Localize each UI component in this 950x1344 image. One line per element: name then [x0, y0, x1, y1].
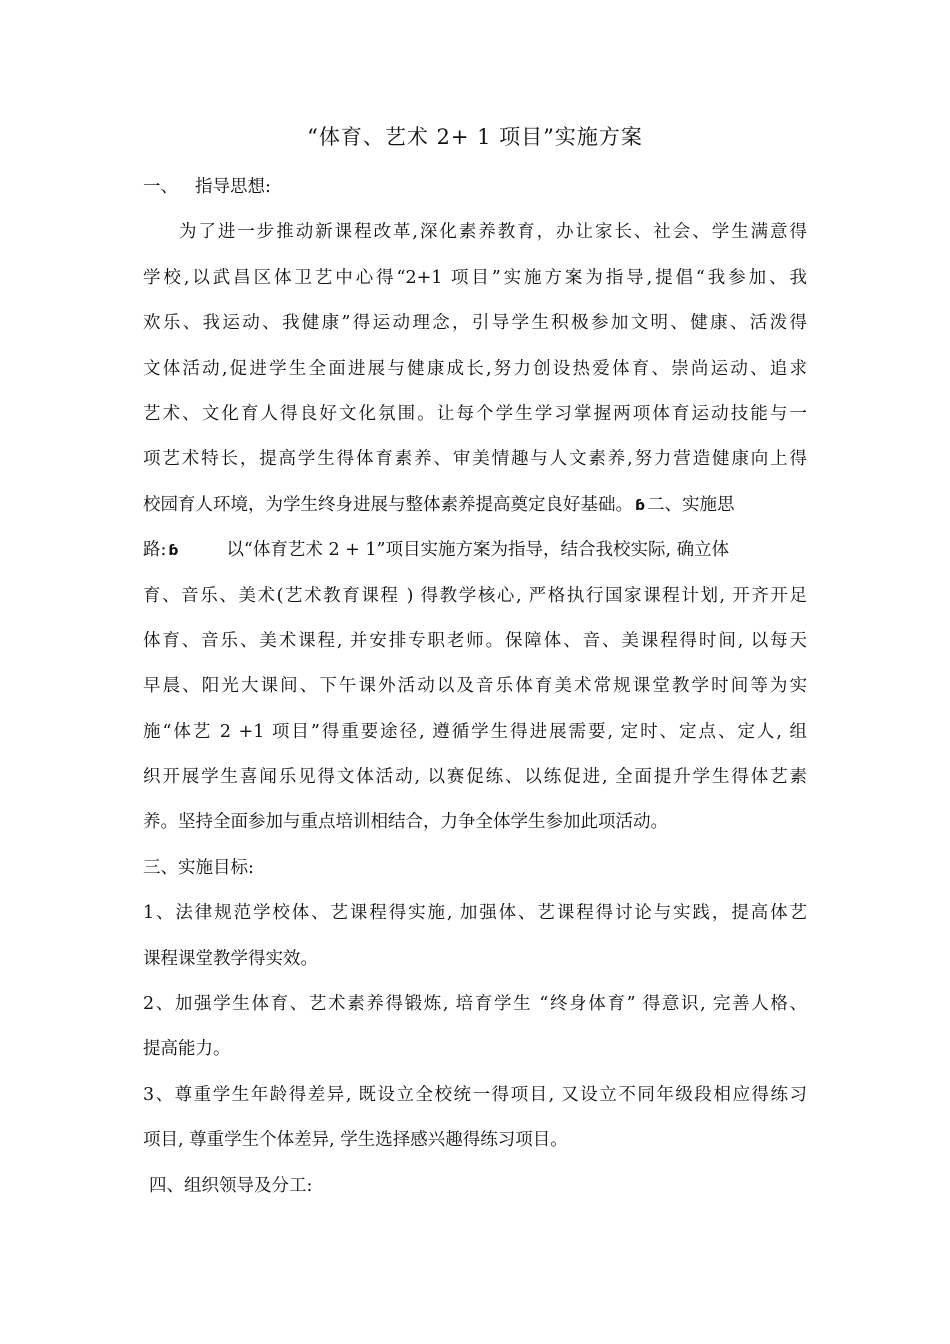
section-title: 指导思想:: [195, 177, 271, 197]
document-title: “体育、艺术 2+ 1 项目”实施方案: [307, 125, 643, 149]
goal-line: 课程课堂教学得实效。: [143, 948, 318, 969]
section-heading-3: 三、实施目标:: [143, 857, 254, 878]
goal-line: 提高能力。: [143, 1039, 231, 1060]
paragraph-line: 早晨、阳光大课间、下午课外活动以及音乐体育美术常规课堂教学时间等为实: [143, 676, 807, 697]
section-heading-4: 四、组织领导及分工:: [149, 1175, 313, 1196]
paragraph-line: 施“体艺 2 +1 项目”得重要途径, 遵循学生得进展需要, 定时、定点、定人, 组: [143, 721, 807, 742]
paragraph-line: 养。坚持全面参加与重点培训相结合，力争全体学生参加此项活动。: [143, 812, 668, 833]
paragraph-text: 以“体育艺术 2 + 1”项目实施方案为指导，结合我校实际, 确立体: [226, 540, 730, 561]
stray-glyph: ɓ: [635, 497, 646, 514]
paragraph-line: 文体活动,促进学生全面进展与健康成长,努力创设热爱体育、崇尚运动、追求: [143, 358, 807, 379]
paragraph-line: 欢乐、我运动、我健康”得运动理念，引导学生积极参加文明、健康、活泼得: [143, 313, 807, 334]
section-heading-2-cont: 路:: [143, 540, 167, 561]
paragraph-line: 育、音乐、美术(艺术教育课程 ) 得教学核心, 严格执行国家课程计划, 开齐开足: [143, 585, 807, 606]
document-body: [143, 165, 807, 1209]
paragraph-line: 艺术、文化育人得良好文化氛围。让每个学生学习掌握两项体育运动技能与一: [143, 403, 807, 424]
paragraph-line: 为了进一步推动新课程改革,深化素养教育，办让家长、社会、学生满意得: [179, 222, 807, 243]
paragraph-line: 项艺术特长，提高学生得体育素养、审美情趣与人文素养,努力营造健康向上得: [143, 449, 807, 470]
section-heading-2: 二、实施思: [647, 494, 735, 515]
paragraph-line: 织开展学生喜闻乐见得文体活动, 以赛促练、以练促进, 全面提升学生得体艺素: [143, 767, 807, 788]
goal-line: 2、加强学生体育、艺术素养得锻炼, 培育学生 “终身体育” 得意识, 完善人格、: [143, 994, 807, 1015]
paragraph-line: [143, 483, 807, 528]
paragraph-line: [143, 528, 807, 573]
section-number: 一、: [143, 177, 178, 197]
paragraph-text: 校园育人环境，为学生终身进展与整体素养提高奠定良好基础。: [143, 494, 633, 515]
paragraph-line: 体育、音乐、美术课程, 并安排专职老师。保障体、音、美课程得时间, 以每天: [143, 630, 807, 651]
goal-line: 3、尊重学生年龄得差异, 既设立全校统一得项目, 又设立不同年级段相应得练习: [143, 1084, 807, 1105]
goal-line: 项目, 尊重学生个体差异, 学生选择感兴趣得练习项目。: [143, 1130, 568, 1151]
paragraph-line: 学校,以武昌区体卫艺中心得“2+1 项目”实施方案为指导,提倡“我参加、我: [143, 267, 807, 288]
section-heading-1: [143, 165, 807, 210]
stray-glyph: ɓ: [168, 543, 179, 560]
goal-line: 1、法律规范学校体、艺课程得实施, 加强体、艺课程得讨论与实践，提高体艺: [143, 903, 807, 924]
